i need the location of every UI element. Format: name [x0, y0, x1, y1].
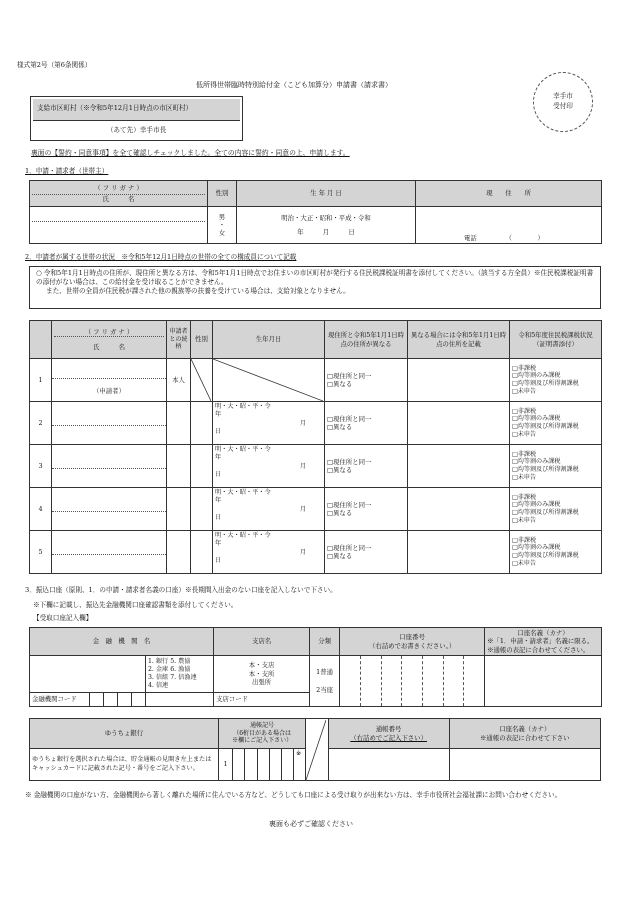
year-label: 年 — [215, 497, 222, 505]
holder-header — [485, 628, 602, 656]
addressee: （あて先）幸手市長 — [106, 126, 167, 134]
municipality-box — [30, 96, 243, 141]
passbook-symbol-header — [218, 719, 305, 749]
symbol-digit[interactable] — [233, 749, 245, 781]
slash-cell — [306, 719, 328, 781]
member-gender-field[interactable] — [191, 488, 213, 531]
income-tax-option[interactable]: □均等割及び所得割課税 — [512, 552, 579, 559]
footnote: ※ 金融機関の口座がない方、金融機関から著しく離れた場所に住んでいる方など、どうしても口座による受け取りが出来ない方は、幸手市役所社会福祉課にお問い合わせください。 — [25, 791, 562, 799]
account-number-label: 口座番号 — [399, 633, 425, 642]
symbol-extra[interactable]: ※ — [294, 749, 306, 781]
applicant-table — [29, 180, 602, 244]
yucho-holder-header — [449, 719, 600, 749]
form-number: 様式第2号（第6条関係） — [17, 61, 92, 69]
passbook-number-field[interactable] — [328, 749, 449, 781]
page-title: 低所得世帯臨時特別給付金（こども加算分）申請書（請求書） — [196, 81, 392, 89]
month-label: 月 — [299, 419, 306, 427]
member-birth-field[interactable] — [213, 402, 325, 445]
holder-field[interactable] — [485, 656, 602, 707]
row-number-header — [30, 321, 52, 359]
undeclared-option[interactable]: □未申告 — [512, 430, 537, 438]
member-gender-header: 性別 — [191, 321, 213, 359]
different-address-option[interactable]: □異なる — [327, 466, 353, 474]
bank-name-header: 金 融 機 関 名 — [30, 628, 214, 656]
member-name-label: 氏 名 — [93, 343, 125, 351]
phone-field[interactable]: 電話 （ ） — [464, 233, 544, 242]
member-name — [52, 512, 166, 520]
member-relation-field[interactable] — [167, 402, 191, 445]
symbol-digit-fixed: 1 — [218, 749, 232, 781]
tax-exempt-option[interactable]: □非課税 — [512, 536, 537, 544]
account-type-header: 分類 — [310, 628, 340, 656]
per-capita-option[interactable]: □均等割のみ課税 — [512, 544, 561, 552]
number-label: 通帳番号 — [375, 725, 402, 734]
addr-check-header: 現住所と令和5年1月1日時点の住所が異なる — [325, 321, 408, 359]
row-number: 1 — [30, 359, 52, 402]
pledge-statement: 裏面の【誓約・同意事項】を全て確認しチェックしました。全ての内容に誓約・同意の上、申請します。 — [31, 149, 350, 157]
section3-note: ※下欄に記載し、振込先金融機関口座確認書類を添付してください。 — [33, 601, 238, 609]
income-tax-option[interactable]: □均等割及び所得割課税 — [512, 466, 579, 473]
tax-status-header: 令和5年度住民税課税状況（証明書添付） — [510, 321, 602, 359]
bank-table — [29, 627, 602, 707]
member-relation-field[interactable]: 本人 — [167, 359, 191, 402]
tax-status-field[interactable] — [510, 402, 602, 445]
per-capita-option[interactable]: □均等割のみ課税 — [512, 415, 561, 423]
address-field[interactable] — [416, 207, 602, 244]
applicant-name-field[interactable] — [30, 207, 208, 244]
per-capita-option[interactable]: □均等割のみ課税 — [512, 458, 561, 466]
municipality-label: 支給市区町村（※令和5年12月1日時点の市区町村） — [37, 104, 193, 112]
checking-account-option[interactable]: 2当座 — [316, 686, 333, 694]
tax-status-field[interactable] — [510, 531, 602, 574]
section2-title: 2．申請者が属する世帯の状況 ※令和5年12月1日時点の世帯の全ての構成員について記載 — [25, 253, 297, 261]
birth-ymd: 年 月 日 — [297, 228, 355, 236]
era-options[interactable]: 明・大・昭・平・令 — [215, 489, 271, 496]
tax-status-field[interactable] — [510, 359, 602, 402]
address-header: 現 住 所 — [416, 181, 602, 207]
table-row — [30, 445, 602, 488]
symbol-digit[interactable] — [245, 749, 257, 781]
income-tax-option[interactable]: □均等割及び所得割課税 — [512, 380, 579, 387]
symbol-digit[interactable] — [281, 749, 293, 781]
tax-exempt-option[interactable]: □非課税 — [512, 364, 537, 372]
member-name — [52, 555, 166, 563]
undeclared-option[interactable]: □未申告 — [512, 387, 537, 395]
seal-label: 受付印 — [553, 102, 573, 110]
undeclared-option[interactable]: □未申告 — [512, 516, 537, 524]
household-note-1: ○ 令和5年1月1日時点の住所が、現住所と異なる方は、令和5年1月1日時点でお住まいの市区町村が発行する住民税課税証明書を添付してください。（該当する方全員）※住民税課税証明書の添付がない場合は、この給付金を受け取ることができません。 — [36, 269, 594, 286]
branch-header: 支店名 — [214, 628, 310, 656]
tax-exempt-option[interactable]: □非課税 — [512, 450, 537, 458]
addr-check-field[interactable] — [325, 402, 408, 445]
year-label: 年 — [215, 540, 222, 548]
section1-title: 1．申請・請求者（世帯主） — [25, 167, 109, 175]
same-address-option[interactable]: □現住所と同一 — [327, 414, 372, 423]
account-box-title: 【受取口座記入欄】 — [33, 614, 93, 622]
symbol-digit[interactable] — [257, 749, 269, 781]
row-number: 5 — [30, 531, 52, 574]
member-birth-field[interactable] — [213, 531, 325, 574]
number-hint: （右詰めでご記入下さい） — [350, 733, 427, 742]
undeclared-option[interactable]: □未申告 — [512, 559, 537, 567]
branch-type-1[interactable]: 本・支店 — [248, 661, 275, 670]
different-address-option[interactable]: □異なる — [327, 509, 353, 517]
member-gender-field — [191, 359, 213, 402]
member-birth-field[interactable] — [213, 488, 325, 531]
seal-city: 幸手市 — [553, 92, 573, 100]
symbol-digit[interactable] — [269, 749, 281, 781]
reception-seal-area — [533, 72, 593, 132]
tax-exempt-option[interactable]: □非課税 — [512, 493, 537, 501]
row-number: 2 — [30, 402, 52, 445]
male-option[interactable]: 男 — [218, 212, 226, 221]
yucho-header: ゆうちょ銀行 — [30, 719, 219, 749]
era-options[interactable]: 明治・大正・昭和・平成・令和 — [281, 213, 371, 222]
household-table — [29, 320, 602, 574]
table-row — [30, 488, 602, 531]
yucho-table — [29, 718, 601, 781]
member-gender-field[interactable] — [191, 402, 213, 445]
account-type-field[interactable] — [310, 656, 340, 707]
member-birth-header: 生年月日 — [213, 321, 325, 359]
era-options[interactable]: 明・大・昭・平・令 — [215, 532, 271, 539]
addr-diff-header: 異なる場合には令和5年1月1日時点の住所を記載 — [408, 321, 510, 359]
holder-label: 口座名義（カナ） — [517, 629, 569, 637]
era-options[interactable]: 明・大・昭・平・令 — [215, 446, 271, 453]
previous-address-field[interactable] — [408, 531, 510, 574]
same-address-option[interactable]: □現住所と同一 — [327, 457, 372, 466]
female-option[interactable]: 女 — [218, 229, 226, 238]
row-number: 3 — [30, 445, 52, 488]
different-address-option[interactable]: □異なる — [327, 423, 353, 431]
bank-code-label: 金融機関コード — [30, 692, 90, 706]
day-label: 日 — [215, 428, 222, 436]
symbol-label: 通帳記号 — [250, 721, 275, 729]
branch-code-field[interactable] — [214, 692, 310, 706]
month-label: 月 — [299, 548, 306, 556]
previous-address-field[interactable] — [408, 359, 510, 402]
table-row — [30, 402, 602, 445]
previous-address-field[interactable] — [408, 488, 510, 531]
bank-name-field[interactable] — [30, 656, 146, 693]
bank-code-digit[interactable] — [90, 692, 104, 706]
name-label: 氏 名 — [102, 194, 135, 203]
bank-code-digit[interactable] — [118, 692, 132, 706]
gender-header: 性別 — [208, 181, 237, 207]
tax-status-field[interactable] — [510, 445, 602, 488]
different-address-option[interactable]: □異なる — [327, 552, 353, 560]
gender-field[interactable] — [208, 207, 237, 244]
footer-note: 裏面も必ずご確認ください — [269, 820, 353, 828]
member-name-field[interactable] — [52, 445, 167, 488]
birth-field[interactable] — [237, 207, 416, 244]
branch-field[interactable] — [214, 656, 310, 693]
tax-exempt-option[interactable]: □非課税 — [512, 407, 537, 415]
applicant-name-header — [30, 181, 208, 207]
passbook-number-header — [328, 719, 449, 749]
ordinary-account-option[interactable]: 1普通 — [316, 667, 333, 676]
yucho-holder-hint: ※通帳の表記に合わせて下さい — [480, 733, 570, 742]
day-label: 日 — [215, 557, 222, 565]
day-label: 日 — [215, 514, 222, 522]
member-relation-field[interactable] — [167, 488, 191, 531]
addr-check-field[interactable] — [325, 488, 408, 531]
member-relation-field[interactable] — [167, 531, 191, 574]
bank-type-options[interactable] — [146, 656, 214, 693]
year-label: 年 — [215, 454, 222, 462]
household-note-2: また、世帯の全員が住民税が課された他の親族等の扶養を受けている場合は、支給対象となりません。 — [46, 286, 350, 295]
same-address-option[interactable]: □現住所と同一 — [327, 543, 372, 552]
month-label: 月 — [299, 462, 306, 470]
per-capita-option[interactable]: □均等割のみ課税 — [512, 501, 561, 509]
era-options[interactable]: 明・大・昭・平・令 — [215, 403, 271, 410]
relation-header: 申請者との続柄 — [167, 321, 191, 359]
member-relation-field[interactable] — [167, 445, 191, 488]
row-number: 4 — [30, 488, 52, 531]
member-name-header — [52, 321, 167, 359]
member-name-field[interactable] — [52, 359, 167, 402]
account-number-hint: （右詰めでお書きください。） — [368, 641, 456, 650]
previous-address-field[interactable] — [408, 445, 510, 488]
table-row — [30, 359, 602, 402]
member-furigana-label: （ フ リ ガ ナ ） — [54, 328, 164, 337]
holder-hint-1: ※「1．申請・請求者」名義に限る。 — [487, 637, 594, 646]
member-name: （申請者） — [93, 386, 125, 395]
bank-type-row-4[interactable]: 4. 信連 — [148, 681, 169, 689]
same-address-option[interactable]: □現住所と同一 — [327, 371, 372, 380]
bank-type-row-1[interactable]: 1. 銀行 5. 農協 — [148, 657, 191, 665]
tax-status-field[interactable] — [510, 488, 602, 531]
year-label: 年 — [215, 411, 222, 419]
undeclared-option[interactable]: □未申告 — [512, 473, 537, 481]
bank-type-row-3[interactable]: 3. 信組 7. 信漁連 — [148, 673, 197, 681]
member-name-field[interactable] — [52, 402, 167, 445]
table-row — [30, 531, 602, 574]
income-tax-option[interactable]: □均等割及び所得割課税 — [512, 509, 579, 516]
account-number-field[interactable] — [340, 656, 485, 707]
month-label: 月 — [299, 505, 306, 513]
member-gender-field[interactable] — [191, 445, 213, 488]
different-address-option[interactable]: □異なる — [327, 380, 353, 388]
member-name-field[interactable] — [52, 531, 167, 574]
account-number-header — [340, 628, 485, 656]
gender-separator: ・ — [218, 220, 226, 229]
member-name — [52, 469, 166, 477]
addr-check-field[interactable] — [325, 445, 408, 488]
yucho-holder-label: 口座名義（カナ） — [499, 725, 551, 734]
income-tax-option[interactable]: □均等割及び所得割課税 — [512, 423, 579, 430]
branch-type-2[interactable]: 本・支所 — [248, 669, 275, 678]
member-birth-field — [213, 359, 325, 402]
same-address-option[interactable]: □現住所と同一 — [327, 500, 372, 509]
previous-address-field[interactable] — [408, 402, 510, 445]
branch-type-3[interactable]: 出張所 — [251, 678, 272, 687]
holder-hint-2: ※通帳の表記に合わせてください。 — [487, 645, 590, 654]
bank-code-digit[interactable] — [132, 692, 146, 706]
member-birth-field[interactable] — [213, 445, 325, 488]
per-capita-option[interactable]: □均等割のみ課税 — [512, 372, 561, 380]
birth-header: 生 年 月 日 — [237, 181, 416, 207]
symbol-hint-2: ※欄にご記入下さい） — [232, 737, 293, 745]
symbol-hint-1: （6桁目がある場合は — [233, 729, 292, 737]
bank-type-row-2[interactable]: 2. 金庫 6. 漁協 — [148, 665, 191, 673]
member-name — [52, 426, 166, 434]
addr-check-field[interactable] — [325, 531, 408, 574]
addr-check-field[interactable] — [325, 359, 408, 402]
yucho-note: ゆうちょ銀行を選択された場合は、貯金通帳の見開き左上またはキャッシュカードに記載された記号・番号をご記入下さい。 — [30, 749, 219, 781]
bank-code-digit[interactable] — [104, 692, 118, 706]
section3-title: 3．振込口座（原則、1．の申請・請求者名義の口座）※長期間入出金のない口座を記入しないで下さい。 — [25, 586, 337, 594]
furigana-label: （ フ リ ガ ナ ） — [32, 184, 205, 194]
day-label: 日 — [215, 471, 222, 479]
household-note — [29, 266, 601, 309]
yucho-holder-field[interactable] — [449, 749, 600, 781]
member-name-field[interactable] — [52, 488, 167, 531]
branch-code-label: 支店コード — [216, 695, 249, 704]
member-gender-field[interactable] — [191, 531, 213, 574]
